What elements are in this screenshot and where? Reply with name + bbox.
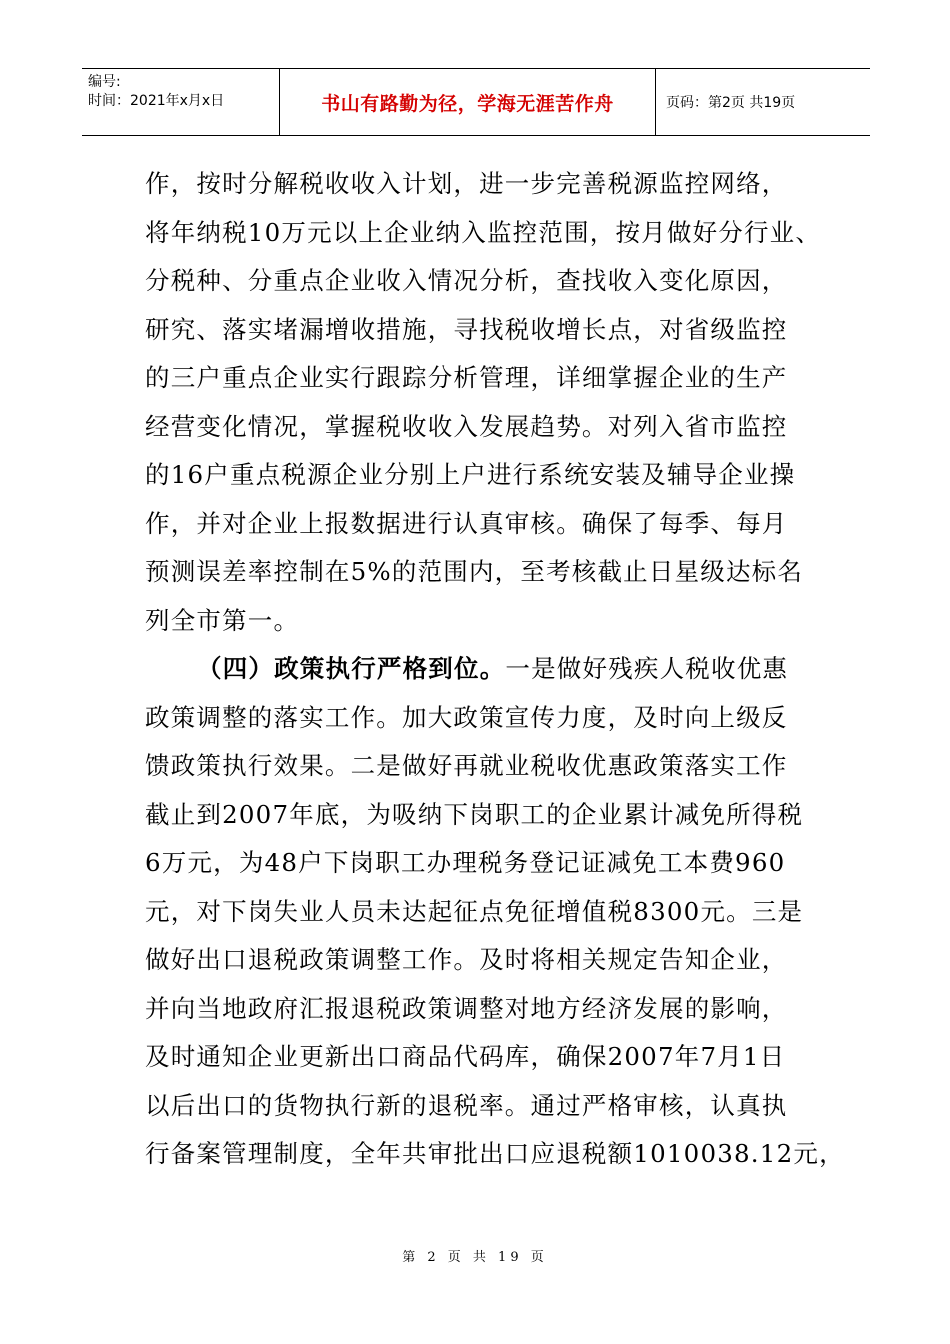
body-line: 6万元，为48户下岗职工办理税务登记证减免工本费960 [145, 848, 786, 877]
body-line: 及时通知企业更新出口商品代码库，确保2007年7月1日 [145, 1042, 786, 1071]
body-line: 将年纳税10万元以上企业纳入监控范围，按月做好分行业、 [145, 217, 822, 247]
body-line: 作，按时分解税收收入计划，进一步完善税源监控网络， [145, 169, 788, 198]
body-line: 元，对下岗失业人员未达起征点免征增值税8300元。三是 [145, 896, 804, 926]
section-4-first-text: 一是做好残疾人税收优惠 [505, 654, 789, 683]
body-line: 政策调整的落实工作。加大政策宣传力度，及时向上级反 [145, 702, 788, 732]
body-line: 分税种、分重点企业收入情况分析，查找收入变化原因， [145, 266, 788, 295]
body-line: 预测误差率控制在5%的范围内，至考核截止日星级达标名 [145, 557, 804, 586]
body-line: 列全市第一。 [145, 605, 300, 635]
section-4-first-line [145, 645, 815, 694]
section-4-heading: （四）政策执行严格到位。 [197, 654, 506, 683]
body-line: 并向当地政府汇报退税政策调整对地方经济发展的影响， [145, 993, 788, 1023]
number-label: 编号: [88, 74, 121, 90]
header-motto: 书山有路勤为径，学海无涯苦作舟 [280, 69, 656, 135]
body-line: 的三户重点企业实行跟踪分析管理，详细掌握企业的生产 [145, 363, 788, 392]
page-footer: 第 2 页 共 19 页 [402, 1250, 548, 1265]
body-line: 的16户重点税源企业分别上户进行系统安装及辅导企业操 [145, 460, 796, 489]
document-header [82, 68, 870, 136]
document-body [145, 160, 845, 1179]
body-line: 馈政策执行效果。二是做好再就业税收优惠政策落实工作 [145, 751, 788, 780]
body-line: 做好出口退税政策调整工作。及时将相关规定告知企业， [145, 945, 788, 974]
body-line: 研究、落实堵漏增收措施，寻找税收增长点，对省级监控 [145, 314, 788, 344]
body-line: 经营变化情况，掌握税收收入发展趋势。对列入省市监控 [145, 411, 788, 441]
body-line: 作，并对企业上报数据进行认真审核。确保了每季、每月 [145, 508, 788, 538]
header-meta [82, 69, 280, 135]
body-line: 以后出口的货物执行新的退税率。通过严格审核，认真执 [145, 1090, 788, 1120]
time-label: 时间：2021年x月x日 [88, 93, 225, 109]
header-page-info: 页码：第2页 共19页 [666, 95, 796, 111]
body-line: 行备案管理制度，全年共审批出口应退税额1010038.12元， [145, 1139, 845, 1168]
body-line: 截止到2007年底，为吸纳下岗职工的企业累计减免所得税 [145, 799, 804, 829]
